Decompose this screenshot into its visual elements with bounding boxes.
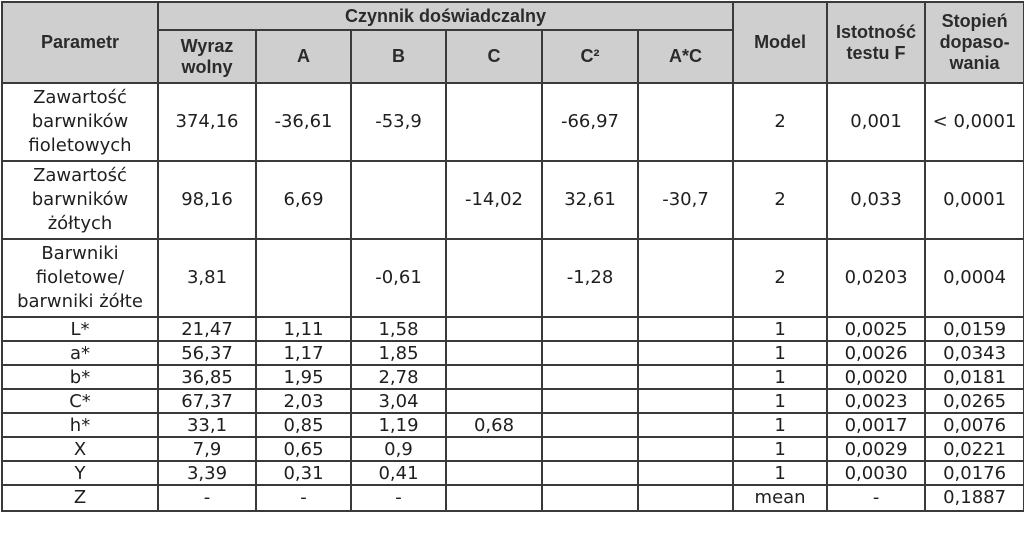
cell-c [446, 239, 542, 317]
cell-a [256, 239, 351, 317]
cell-param: Z [2, 485, 158, 511]
table-row [2, 389, 1024, 413]
cell-c [446, 83, 542, 161]
cell-stopien: 0,0004 [925, 239, 1024, 317]
table-row [2, 341, 1024, 365]
cell-c2 [542, 413, 638, 437]
cell-wyraz: 33,1 [158, 413, 256, 437]
cell-c [446, 365, 542, 389]
cell-model: 1 [733, 341, 827, 365]
cell-wyraz: 3,81 [158, 239, 256, 317]
cell-wyraz: 21,47 [158, 317, 256, 341]
cell-c2 [542, 437, 638, 461]
cell-b: 1,85 [351, 341, 446, 365]
cell-ac [638, 239, 733, 317]
cell-param: b* [2, 365, 158, 389]
header-istotnosc: Istotność testu F [827, 2, 925, 83]
cell-c: 0,68 [446, 413, 542, 437]
cell-param: X [2, 437, 158, 461]
cell-stopien: 0,0001 [925, 161, 1024, 239]
cell-param: h* [2, 413, 158, 437]
table-row [2, 317, 1024, 341]
cell-ac: -30,7 [638, 161, 733, 239]
cell-ac [638, 461, 733, 485]
cell-istotnosc: - [827, 485, 925, 511]
header-stopien: Stopień dopaso-wania [925, 2, 1024, 83]
cell-param: L* [2, 317, 158, 341]
cell-model: 1 [733, 437, 827, 461]
cell-b: 3,04 [351, 389, 446, 413]
cell-ac [638, 437, 733, 461]
table-row [2, 161, 1024, 239]
cell-ac [638, 341, 733, 365]
table-header [2, 2, 1024, 83]
cell-model: mean [733, 485, 827, 511]
cell-model: 2 [733, 239, 827, 317]
cell-a: 1,17 [256, 341, 351, 365]
cell-c [446, 317, 542, 341]
cell-ac [638, 365, 733, 389]
cell-stopien: < 0,0001 [925, 83, 1024, 161]
cell-wyraz: 56,37 [158, 341, 256, 365]
table-row [2, 485, 1024, 511]
cell-a: 0,85 [256, 413, 351, 437]
table-row [2, 437, 1024, 461]
table-row [2, 83, 1024, 161]
cell-c2: -66,97 [542, 83, 638, 161]
cell-c: -14,02 [446, 161, 542, 239]
cell-model: 2 [733, 83, 827, 161]
cell-stopien: 0,0343 [925, 341, 1024, 365]
cell-ac [638, 485, 733, 511]
cell-wyraz: - [158, 485, 256, 511]
cell-c2: -1,28 [542, 239, 638, 317]
cell-a: 6,69 [256, 161, 351, 239]
table-row [2, 413, 1024, 437]
cell-c2: 32,61 [542, 161, 638, 239]
cell-istotnosc: 0,0023 [827, 389, 925, 413]
cell-ac [638, 389, 733, 413]
cell-a: 1,95 [256, 365, 351, 389]
header-c: C [446, 30, 542, 83]
cell-model: 2 [733, 161, 827, 239]
cell-istotnosc: 0,0017 [827, 413, 925, 437]
cell-wyraz: 3,39 [158, 461, 256, 485]
cell-c2 [542, 485, 638, 511]
cell-b: 2,78 [351, 365, 446, 389]
cell-stopien: 0,0076 [925, 413, 1024, 437]
cell-wyraz: 67,37 [158, 389, 256, 413]
cell-c2 [542, 341, 638, 365]
cell-a: 0,31 [256, 461, 351, 485]
header-b: B [351, 30, 446, 83]
cell-a: 2,03 [256, 389, 351, 413]
header-wyraz-wolny: Wyraz wolny [158, 30, 256, 83]
cell-param: a* [2, 341, 158, 365]
cell-c [446, 437, 542, 461]
header-model: Model [733, 2, 827, 83]
cell-param: Barwniki fioletowe/ barwniki żółte [2, 239, 158, 317]
cell-b: -0,61 [351, 239, 446, 317]
cell-c2 [542, 461, 638, 485]
cell-model: 1 [733, 389, 827, 413]
cell-b: 1,58 [351, 317, 446, 341]
cell-a: 1,11 [256, 317, 351, 341]
cell-stopien: 0,0265 [925, 389, 1024, 413]
cell-model: 1 [733, 461, 827, 485]
cell-c [446, 461, 542, 485]
header-c2: C² [542, 30, 638, 83]
cell-ac [638, 413, 733, 437]
cell-istotnosc: 0,0029 [827, 437, 925, 461]
table-body [2, 83, 1024, 511]
cell-c2 [542, 317, 638, 341]
cell-istotnosc: 0,0026 [827, 341, 925, 365]
cell-istotnosc: 0,001 [827, 83, 925, 161]
cell-b: 0,41 [351, 461, 446, 485]
cell-stopien: 0,0176 [925, 461, 1024, 485]
cell-wyraz: 36,85 [158, 365, 256, 389]
cell-a: -36,61 [256, 83, 351, 161]
cell-istotnosc: 0,0025 [827, 317, 925, 341]
header-parametr: Parametr [2, 2, 158, 83]
cell-wyraz: 7,9 [158, 437, 256, 461]
cell-b: 1,19 [351, 413, 446, 437]
table-row [2, 239, 1024, 317]
cell-wyraz: 374,16 [158, 83, 256, 161]
cell-c2 [542, 365, 638, 389]
cell-istotnosc: 0,0030 [827, 461, 925, 485]
cell-a: - [256, 485, 351, 511]
cell-ac [638, 317, 733, 341]
cell-stopien: 0,1887 [925, 485, 1024, 511]
table-row [2, 461, 1024, 485]
cell-c [446, 389, 542, 413]
header-ac: A*C [638, 30, 733, 83]
cell-stopien: 0,0221 [925, 437, 1024, 461]
cell-istotnosc: 0,0203 [827, 239, 925, 317]
cell-stopien: 0,0159 [925, 317, 1024, 341]
cell-istotnosc: 0,0020 [827, 365, 925, 389]
results-table [1, 1, 1024, 512]
header-a: A [256, 30, 351, 83]
cell-param: C* [2, 389, 158, 413]
cell-c [446, 341, 542, 365]
cell-b: 0,9 [351, 437, 446, 461]
cell-b [351, 161, 446, 239]
cell-c2 [542, 389, 638, 413]
cell-istotnosc: 0,033 [827, 161, 925, 239]
cell-b: -53,9 [351, 83, 446, 161]
cell-a: 0,65 [256, 437, 351, 461]
table-row [2, 365, 1024, 389]
cell-ac [638, 83, 733, 161]
cell-model: 1 [733, 317, 827, 341]
cell-model: 1 [733, 365, 827, 389]
cell-wyraz: 98,16 [158, 161, 256, 239]
cell-param: Y [2, 461, 158, 485]
cell-b: - [351, 485, 446, 511]
header-czynnik: Czynnik doświadczalny [158, 2, 733, 30]
cell-param: Zawartość barwników żółtych [2, 161, 158, 239]
cell-param: Zawartość barwników fioletowych [2, 83, 158, 161]
cell-stopien: 0,0181 [925, 365, 1024, 389]
cell-c [446, 485, 542, 511]
cell-model: 1 [733, 413, 827, 437]
